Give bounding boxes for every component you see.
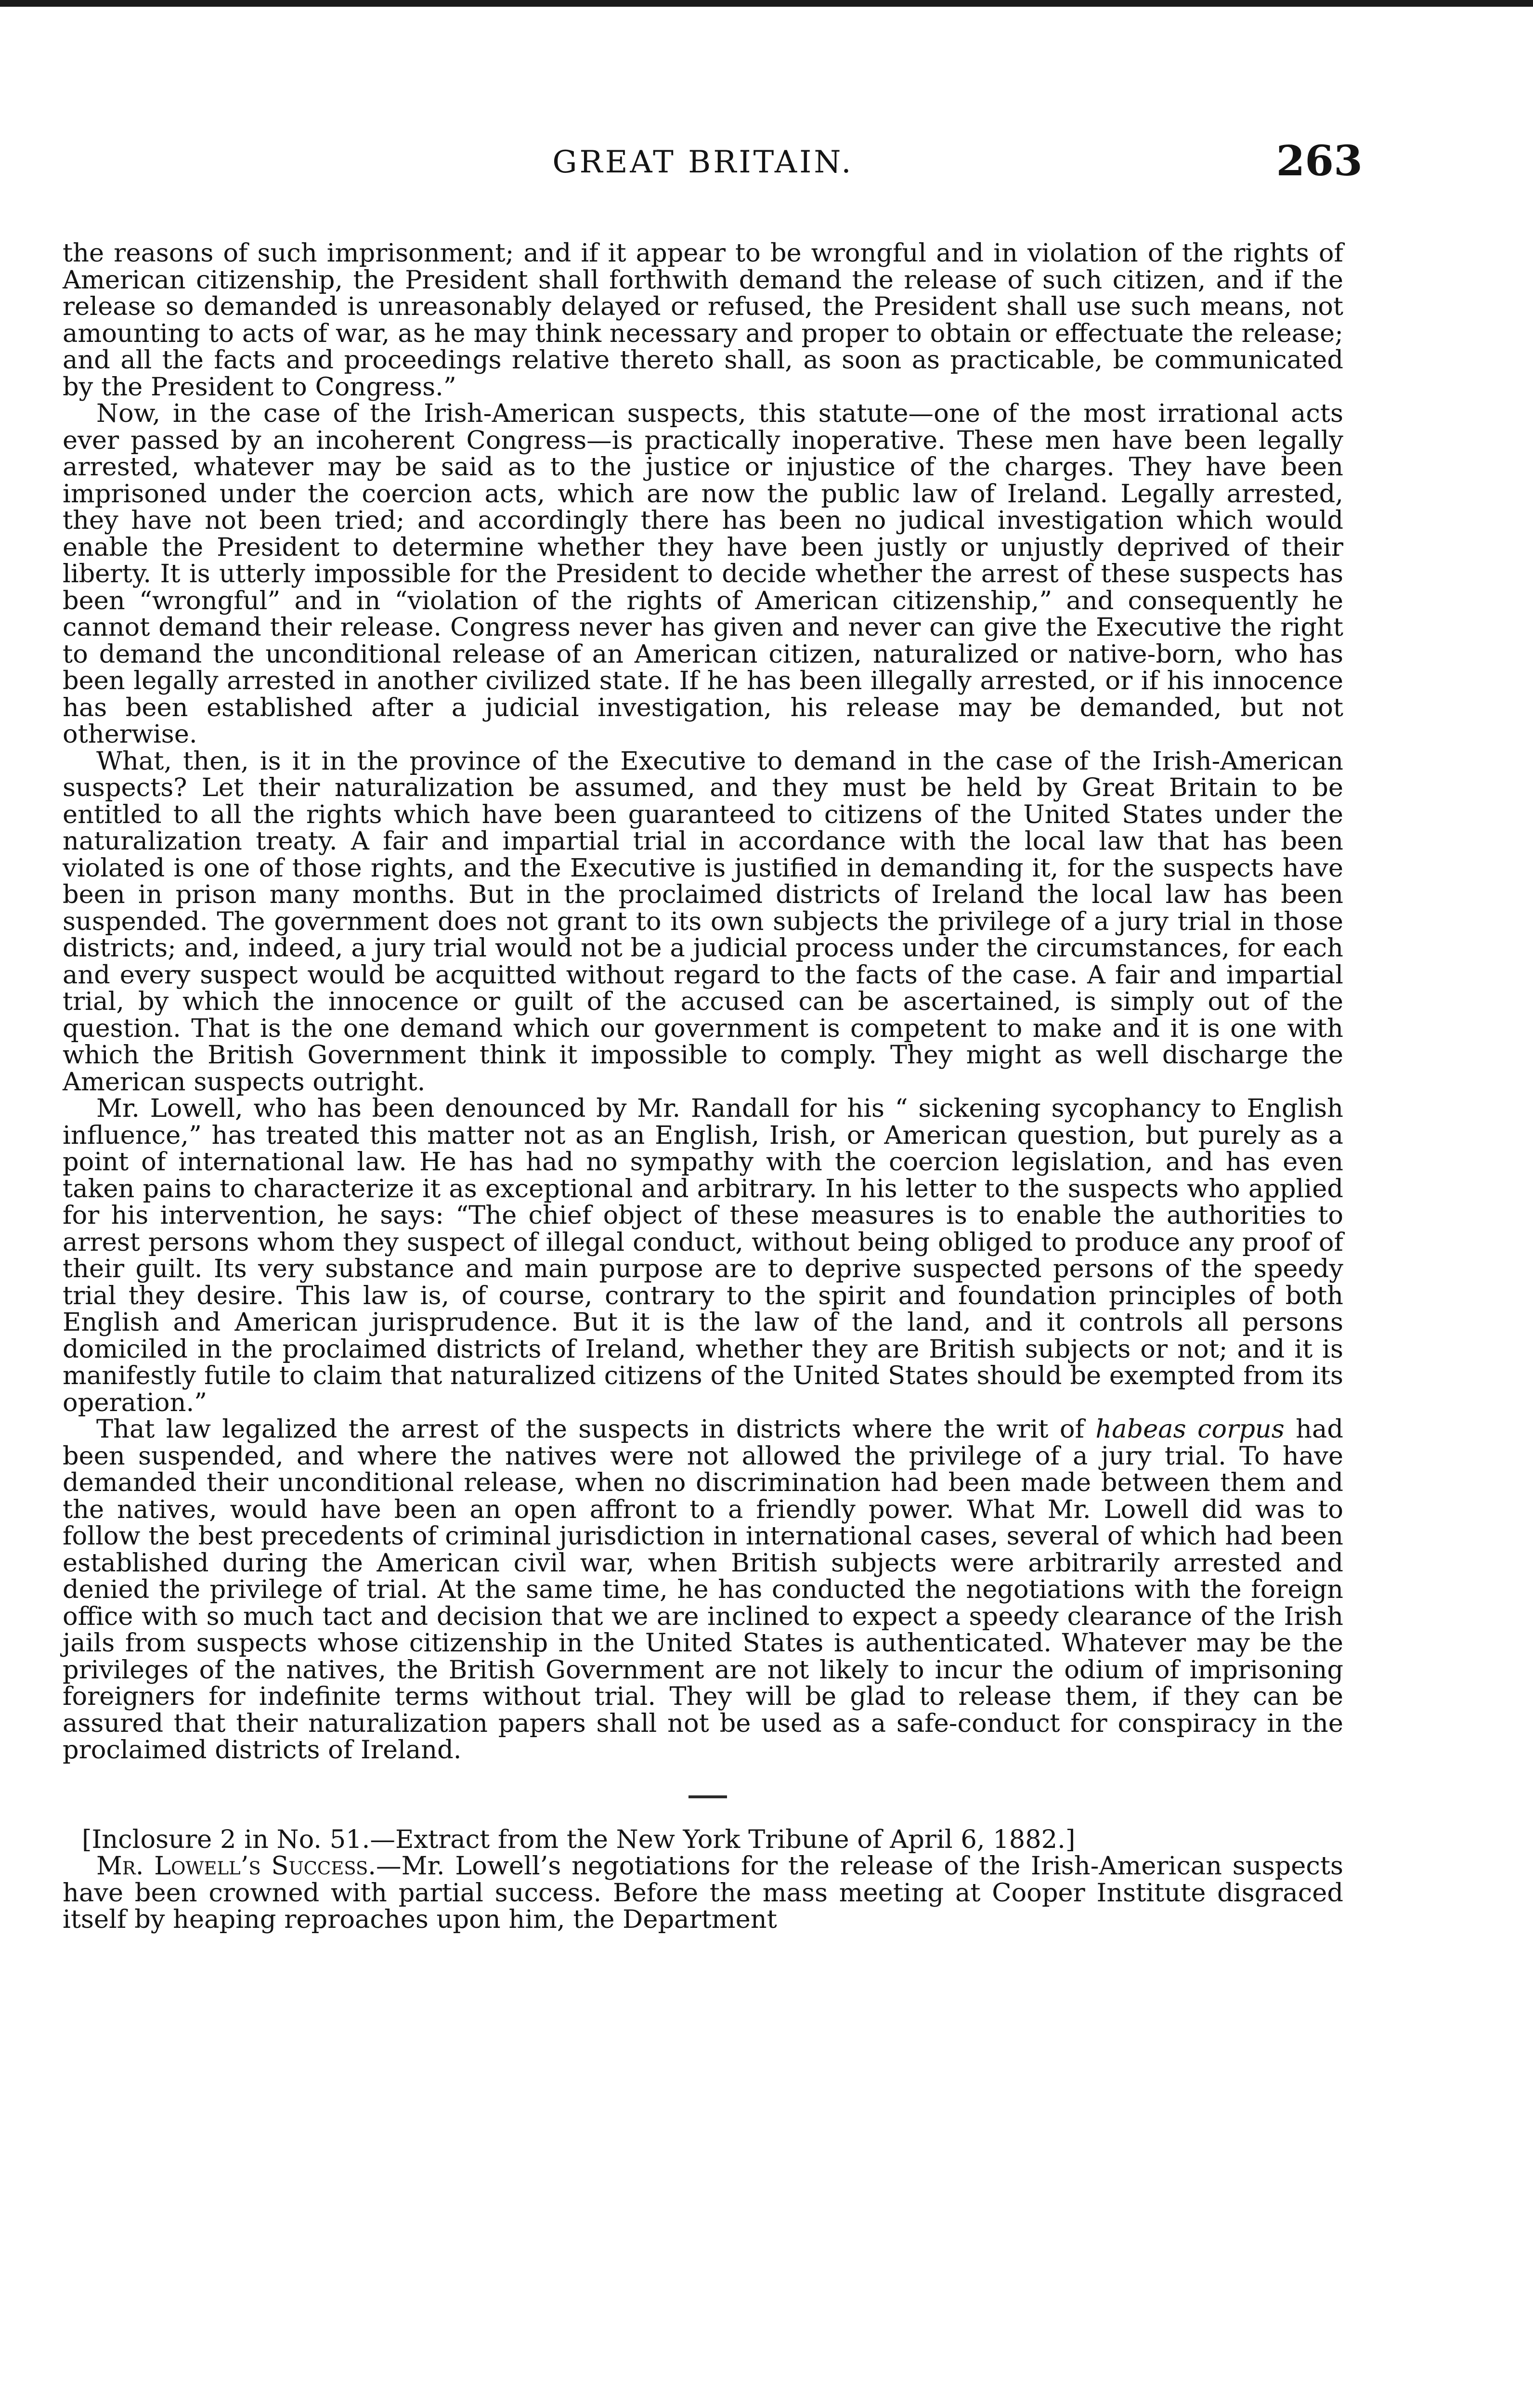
article-body: [63, 240, 1343, 1933]
paragraph: Now, in the case of the Irish-American suspects, this statute—one of the most irrational acts ever passed by an incoherent Congress—is practically inoperative. These men have been legally arrested, whatever may be said as to the justice or injustice of the charges. They have been imprisoned under the coercion acts, which are now the public law of Ireland. Legally arrested, they have not been tried; and accordingly there has been no judical investigation which would enable the President to determine whether they have been justly or unjustly deprived of their liberty. It is utterly impossible for the President to decide whether the arrest of these suspects has been “wrongful” and in “violation of the rights of American citizenship,” and consequently he cannot demand their release. Congress never has given and never can give the Executive the right to demand the unconditional release of an American citizen, naturalized or native-born, who has been legally arrested in another civilized state. If he has been illegally arrested, or if his innocence has been established after a judicial investigation, his release may be demanded, but not otherwise.: [63, 399, 1343, 749]
paragraph-text: —Mr. Lowell’s negotiations for the release of the Irish-American suspects have been crowned with partial success. Before the mass meeting at Cooper Institute disgraced itself by heaping reproaches upon him, the Department: [63, 1851, 1344, 1934]
inclosure-caption: [Inclosure 2 in No. 51.—Extract from the New York Tribune of April 6, 1882.]: [82, 1824, 1076, 1854]
paragraph-continued: the reasons of such imprisonment; and if it appear to be wrongful and in violation of the rights of American citizenship, the President shall forthwith demand the release of such citizen, and if the release so demanded is unreasonably delayed or refused, the President shall use such means, not amounting to acts of war, as he may think necessary and proper to obtain or effectuate the release; and all the facts and proceedings relative thereto shall, as soon as practicable, be communicated by the President to Congress.”: [63, 238, 1343, 402]
document-page: [63, 0, 1363, 1934]
running-title: GREAT BRITAIN.: [552, 144, 854, 180]
page-number: 263: [1276, 137, 1363, 185]
paragraph-text: had been suspended, and where the natives were not allowed the privilege of a jury trial. To have demanded their unconditional release, when no discrimination had been made between them and the natives, would have been an open affront to a friendly power. What Mr. Lowell did was to follow the best precedents of criminal jurisdiction in international cases, several of which had been established during the American civil war, when British subjects were arbitrarily arrested and denied the privilege of trial. At the same time, he has conducted the negotiations with the foreign office with so much tact and decision that we are inclined to expect a speedy clearance of the Irish jails from suspects whose citizenship in the United States is authenticated. Whatever may be the privileges of the natives, the British Government are not likely to incur the odium of imprisoning foreigners for indefinite terms without trial. They will be glad to release them, if they can be assured that their naturalization papers shall not be used as a safe-conduct for conspiracy in the proclaimed districts of Ireland.: [63, 1414, 1343, 1765]
paragraph: Mr. Lowell, who has been denounced by Mr. Randall for his “ sickening sycophancy to English influence,” has treated this matter not as an English, Irish, or American question, but purely as a point of international law. He has had no sympathy with the coercion legislation, and has even taken pains to characterize it as exceptional and arbitrary. In his letter to the suspects who applied for his intervention, he says: “The chief object of these measures is to enable the authorities to arrest persons whom they suspect of illegal conduct, without being obliged to produce any proof of their guilt. Its very substance and main purpose are to deprive suspected persons of the speedy trial they desire. This law is, of course, contrary to the spirit and foundation principles of both English and American jurisprudence. But it is the law of the land, and it controls all persons domiciled in the proclaimed districts of Ireland, whether they are British subjects or not; and it is manifestly futile to claim that naturalized citizens of the United States should be exempted from its operation.”: [63, 1094, 1343, 1417]
paragraph-text: That law legalized the arrest of the suspects in districts where the writ of: [96, 1414, 1096, 1444]
paragraph: What, then, is it in the province of the Executive to demand in the case of the Irish-American suspects? Let their naturalization be assumed, and they must be held by Great Britain to be entitled to all the rights which have been guaranteed to citizens of the United States under the naturalization treaty. A fair and impartial trial in accordance with the local law that has been violated is one of those rights, and the Executive is justified in demanding it, for the suspects have been in prison many months. But in the proclaimed districts of Ireland the local law has been suspended. The government does not grant to its own subjects the privilege of a jury trial in those districts; and, indeed, a jury trial would not be a judicial process under the circumstances, for each and every suspect would be acquitted without regard to the facts of the case. A fair and impartial trial, by which the innocence or guilt of the accused can be ascertained, is simply out of the question. That is the one demand which our government is competent to make and it is one with which the British Government think it impossible to comply. They might as well discharge the American suspects outright.: [63, 746, 1343, 1097]
lead-in-heading: Mr. Lowell’s Success.: [96, 1851, 377, 1881]
section-divider: [63, 1764, 1343, 1826]
page-header: [63, 0, 1363, 241]
tribune-extract-paragraph: [63, 1853, 1343, 1933]
paragraph-habeas-corpus: [63, 1416, 1343, 1764]
italic-term: habeas corpus: [1095, 1414, 1285, 1444]
divider-rule: [689, 1795, 727, 1798]
